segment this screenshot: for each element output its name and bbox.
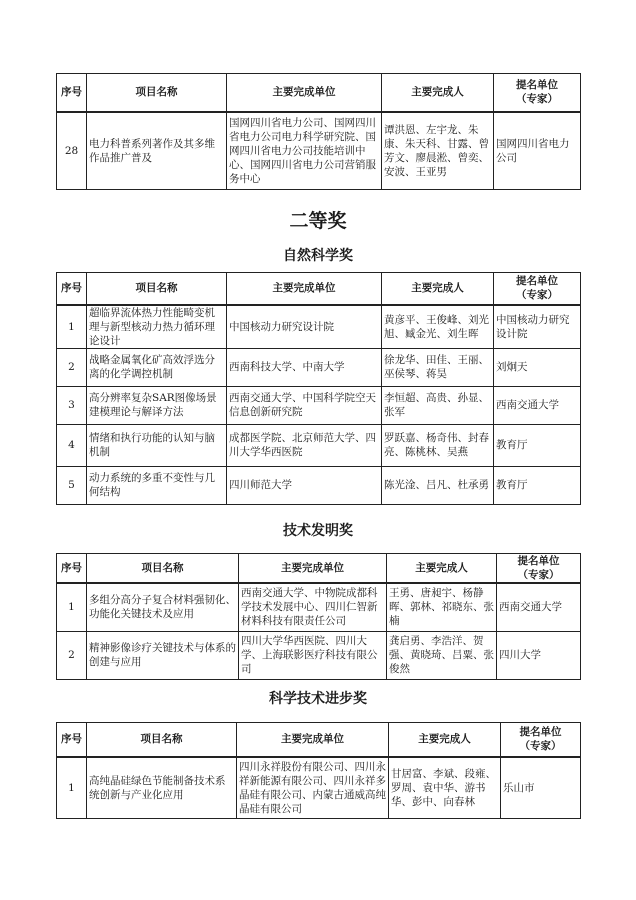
cell-project-name: 战略金属氧化矿高效浮选分离的化学调控机制 (87, 348, 227, 386)
cell-project-name: 电力科普系列著作及其多维作品推广普及 (87, 112, 227, 190)
cell-people: 李恒超、高贵、孙显、张军 (382, 386, 494, 424)
table-header-row (57, 554, 581, 584)
header-no: 序号 (57, 554, 87, 584)
cell-nominator: 四川大学 (497, 631, 581, 679)
cell-people: 黄彦平、王俊峰、刘光旭、臧金光、刘生晖 (382, 305, 494, 349)
header-units: 主要完成单位 (239, 554, 387, 584)
cell-no: 3 (57, 386, 87, 424)
award-table-continued (56, 73, 581, 190)
section-title-natural-science: 自然科学奖 (283, 248, 353, 264)
cell-units: 国网四川省电力公司、国网四川省电力公司电力科学研究院、国网四川省电力公司技能培训中心、国网四川省电力公司营销服务中心 (227, 112, 382, 190)
cell-units: 四川师范大学 (227, 466, 382, 504)
cell-units: 四川永祥股份有限公司、四川永祥新能源有限公司、四川永祥多晶硅有限公司、内蒙古通威高纯晶硅有限公司 (237, 757, 389, 819)
table-row (57, 386, 581, 424)
cell-people: 王勇、唐昶宇、杨静晖、郭林、祁晓东、张楠 (387, 583, 497, 631)
cell-people: 龚启勇、李浩洋、贺强、黄晓琦、吕粟、张俊然 (387, 631, 497, 679)
cell-no: 1 (57, 583, 87, 631)
cell-nominator: 乐山市 (501, 757, 581, 819)
award-table-tech-invention (56, 553, 581, 680)
cell-people: 陈光淦、吕凡、杜承勇 (382, 466, 494, 504)
cell-project-name: 情绪和执行功能的认知与脑机制 (87, 424, 227, 466)
header-no: 序号 (57, 723, 87, 757)
cell-units: 中国核动力研究设计院 (227, 305, 382, 349)
cell-project-name: 超临界流体热力性能畸变机理与新型核动力热力循环理论设计 (87, 305, 227, 349)
cell-project-name: 精神影像诊疗关键技术与体系的创建与应用 (87, 631, 239, 679)
header-people: 主要完成人 (387, 554, 497, 584)
header-people: 主要完成人 (382, 273, 494, 305)
table-header-row (57, 273, 581, 305)
cell-people: 谭洪恩、左宇龙、朱康、朱天科、甘露、曾芳文、廖晨淞、曾奕、安波、王亚男 (382, 112, 494, 190)
cell-project-name: 多组分高分子复合材料强韧化、功能化关键技术及应用 (87, 583, 239, 631)
cell-no: 1 (57, 757, 87, 819)
cell-nominator: 西南交通大学 (497, 583, 581, 631)
cell-no: 28 (57, 112, 87, 190)
cell-nominator: 教育厅 (494, 424, 581, 466)
award-table-sci-tech-progress (56, 722, 581, 819)
header-nominator: 提名单位 （专家） (501, 723, 581, 757)
table-row (57, 305, 581, 349)
table-header-row (57, 74, 581, 112)
section-title-sci-tech-progress: 科学技术进步奖 (269, 691, 367, 707)
cell-no: 2 (57, 631, 87, 679)
header-no: 序号 (57, 273, 87, 305)
header-nominator: 提名单位 （专家） (494, 273, 581, 305)
header-nominator: 提名单位 （专家） (497, 554, 581, 584)
header-project-name: 项目名称 (87, 273, 227, 305)
header-no: 序号 (57, 74, 87, 112)
header-units: 主要完成单位 (227, 74, 382, 112)
cell-units: 西南科技大学、中南大学 (227, 348, 382, 386)
cell-no: 4 (57, 424, 87, 466)
cell-units: 成都医学院、北京师范大学、四川大学华西医院 (227, 424, 382, 466)
cell-people: 甘居富、李斌、段雍、罗周、袁中华、游书华、彭中、向春林 (389, 757, 501, 819)
header-nominator: 提名单位 （专家） (494, 74, 581, 112)
table-row (57, 424, 581, 466)
cell-nominator: 刘炯天 (494, 348, 581, 386)
header-people: 主要完成人 (389, 723, 501, 757)
table-row (57, 631, 581, 679)
table-row (57, 348, 581, 386)
cell-people: 罗跃嘉、杨奇伟、封春亮、陈桃林、吴燕 (382, 424, 494, 466)
table-header-row (57, 723, 581, 757)
header-units: 主要完成单位 (227, 273, 382, 305)
cell-project-name: 高分辨率复杂SAR图像场景建模理论与解译方法 (87, 386, 227, 424)
table-row (57, 112, 581, 190)
cell-no: 1 (57, 305, 87, 349)
section-title-tech-invention: 技术发明奖 (283, 523, 353, 539)
cell-project-name: 动力系统的多重不变性与几何结构 (87, 466, 227, 504)
cell-no: 2 (57, 348, 87, 386)
table-row (57, 757, 581, 819)
header-units: 主要完成单位 (237, 723, 389, 757)
second-prize-heading: 二等奖 (289, 210, 347, 232)
cell-nominator: 中国核动力研究设计院 (494, 305, 581, 349)
table-row (57, 466, 581, 504)
cell-units: 西南交通大学、中国科学院空天信息创新研究院 (227, 386, 382, 424)
header-project-name: 项目名称 (87, 74, 227, 112)
header-people: 主要完成人 (382, 74, 494, 112)
table-row (57, 583, 581, 631)
cell-nominator: 教育厅 (494, 466, 581, 504)
header-project-name: 项目名称 (87, 554, 239, 584)
cell-no: 5 (57, 466, 87, 504)
cell-nominator: 西南交通大学 (494, 386, 581, 424)
header-project-name: 项目名称 (87, 723, 237, 757)
cell-people: 徐龙华、田佳、王丽、巫侯琴、蒋昊 (382, 348, 494, 386)
cell-nominator: 国网四川省电力公司 (494, 112, 581, 190)
award-table-natural-science (56, 272, 581, 505)
cell-project-name: 高纯晶硅绿色节能制备技术系统创新与产业化应用 (87, 757, 237, 819)
cell-units: 四川大学华西医院、四川大学、上海联影医疗科技有限公司 (239, 631, 387, 679)
cell-units: 西南交通大学、中物院成都科学技术发展中心、四川仁智新材料科技有限责任公司 (239, 583, 387, 631)
